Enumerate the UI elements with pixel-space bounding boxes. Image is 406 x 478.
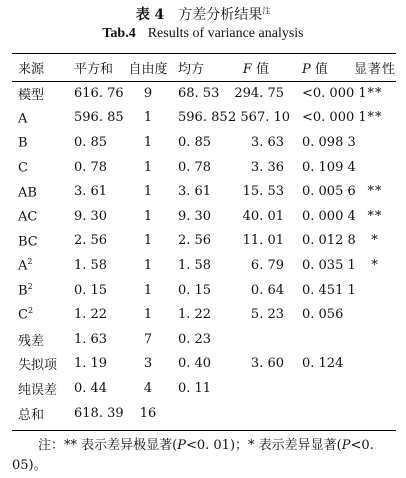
cell-f-value: 0. 64	[250, 282, 284, 298]
cell-f-value: 3. 60	[250, 356, 284, 372]
cell-sum-of-squares: 0. 44	[74, 380, 108, 396]
cell-source: 失拟项	[18, 358, 58, 374]
cell-p-value: 0. 005 6	[302, 184, 356, 200]
header-p-suffix: 值	[314, 62, 328, 77]
cell-f-value: 294. 75	[234, 85, 284, 101]
cell-sum-of-squares: 3. 61	[74, 184, 108, 200]
cell-p-value: 0. 109 4	[302, 159, 356, 175]
table-row	[12, 155, 396, 180]
cell-sum-of-squares: 0. 85	[74, 134, 108, 150]
cell-degrees-of-freedom: 1	[143, 307, 153, 323]
table-row	[12, 401, 396, 426]
cell-degrees-of-freedom: 9	[143, 85, 153, 101]
cell-significance	[354, 376, 396, 401]
cell-significance: *	[371, 257, 379, 273]
note-single-star: *	[248, 438, 255, 453]
cell-source: 总和	[18, 407, 45, 423]
table-title-en: Results of variance analysis	[147, 26, 304, 41]
table-number-en: Tab.4	[102, 26, 136, 41]
cell-source: A	[18, 111, 28, 127]
note-threshold-005: <0. 05)。	[12, 438, 374, 473]
table-number-cn: 表 4	[135, 7, 165, 23]
cell-sum-of-squares: 1. 19	[74, 356, 108, 372]
note-threshold-001: <0. 01)；	[185, 438, 249, 453]
header-sum-of-squares: 平方和	[74, 62, 114, 77]
cell-significance	[354, 401, 396, 426]
note-double-star: **	[64, 438, 78, 453]
cell-sum-of-squares: 9. 30	[74, 208, 108, 224]
caption-note-mark: 注	[262, 6, 271, 16]
cell-sum-of-squares: 2. 56	[74, 233, 108, 249]
cell-mean-square: 68. 53	[178, 85, 220, 101]
header-degrees-of-freedom: 自由度	[128, 62, 168, 77]
cell-significance	[354, 302, 396, 327]
cell-significance	[354, 130, 396, 155]
table-row	[12, 130, 396, 155]
cell-sum-of-squares: 1. 63	[74, 331, 108, 347]
cell-f-value: 2 567. 10	[228, 110, 291, 126]
cell-p-value: 0. 056	[302, 307, 344, 323]
note-text-highly-significant: 表示差异极显著(	[77, 438, 178, 453]
cell-f-value: 3. 63	[250, 134, 284, 150]
cell-source: AB	[18, 184, 37, 200]
header-f-letter: F	[242, 62, 252, 77]
table-title-cn: 方差分析结果	[178, 7, 263, 23]
cell-mean-square: 9. 30	[178, 208, 212, 224]
cell-f-value: 3. 36	[250, 159, 284, 175]
cell-f-value	[228, 376, 288, 401]
table-row	[12, 278, 396, 303]
cell-significance: **	[367, 85, 383, 101]
cell-mean-square: 2. 56	[178, 233, 212, 249]
table-row	[12, 179, 396, 204]
cell-significance	[354, 155, 396, 180]
cell-mean-square: 3. 61	[178, 184, 212, 200]
cell-significance: **	[367, 110, 383, 126]
cell-source: $A^2$	[18, 257, 33, 274]
cell-p-value: 0. 124	[302, 356, 344, 372]
header-f-suffix: 值	[256, 62, 270, 77]
cell-f-value	[228, 327, 288, 352]
cell-degrees-of-freedom: 7	[143, 331, 153, 347]
table-row	[12, 352, 396, 377]
cell-mean-square: 0. 85	[178, 134, 212, 150]
cell-significance: **	[367, 184, 383, 200]
cell-f-value: 15. 53	[242, 184, 284, 200]
cell-degrees-of-freedom: 4	[143, 380, 153, 396]
table-caption-cn	[0, 4, 406, 24]
cell-sum-of-squares: 0. 78	[74, 159, 108, 175]
cell-p-value	[288, 401, 354, 426]
cell-significance	[354, 327, 396, 352]
cell-sum-of-squares: 1. 22	[74, 307, 108, 323]
cell-p-value: 0. 000 4	[302, 208, 356, 224]
table-row	[12, 229, 396, 254]
table-row	[12, 106, 396, 131]
cell-mean-square: 596. 85	[178, 110, 228, 126]
cell-mean-square: 0. 40	[178, 356, 212, 372]
table-row	[12, 302, 396, 327]
cell-degrees-of-freedom: 1	[143, 282, 153, 298]
cell-f-value: 40. 01	[242, 208, 284, 224]
cell-sum-of-squares: 1. 58	[74, 257, 108, 273]
cell-significance: *	[371, 233, 379, 249]
cell-sum-of-squares: 0. 15	[74, 282, 108, 298]
table-bottom-rule	[12, 430, 396, 431]
cell-mean-square: 0. 78	[178, 159, 212, 175]
cell-degrees-of-freedom: 1	[143, 184, 153, 200]
cell-source: 残差	[18, 333, 45, 349]
cell-degrees-of-freedom: 1	[143, 159, 153, 175]
cell-mean-square: 0. 15	[178, 282, 212, 298]
cell-mean-square: 0. 11	[178, 380, 212, 396]
note-p-symbol: P	[177, 438, 186, 453]
cell-sum-of-squares: 616. 76	[74, 85, 124, 101]
cell-source: 纯误差	[18, 382, 58, 398]
cell-degrees-of-freedom: 16	[139, 405, 157, 421]
anova-table	[12, 54, 396, 425]
cell-f-value: 6. 79	[250, 257, 284, 273]
cell-f-value	[228, 401, 288, 426]
cell-mean-square	[172, 401, 228, 426]
cell-f-value: 11. 01	[242, 233, 284, 249]
note-text-significant: 表示差异显著(	[254, 438, 342, 453]
cell-source: $C^2$	[18, 306, 34, 323]
header-f-value	[228, 54, 288, 81]
cell-significance	[354, 352, 396, 377]
cell-p-value	[288, 327, 354, 352]
header-p-letter: P	[302, 62, 311, 77]
cell-significance: **	[367, 208, 383, 224]
table-row	[12, 204, 396, 229]
table-row	[12, 376, 396, 401]
cell-source: BC	[18, 234, 38, 250]
table-header-row	[12, 54, 396, 81]
cell-degrees-of-freedom: 1	[143, 208, 153, 224]
cell-degrees-of-freedom: 3	[143, 356, 153, 372]
cell-source: AC	[18, 209, 38, 225]
cell-p-value: <0. 000 1	[302, 110, 367, 126]
table-footnote	[12, 436, 396, 476]
cell-p-value: 0. 012 8	[302, 233, 356, 249]
cell-source: B	[18, 135, 28, 151]
cell-p-value: 0. 035 1	[302, 257, 356, 273]
cell-sum-of-squares: 618. 39	[74, 405, 124, 421]
cell-mean-square: 0. 23	[178, 331, 212, 347]
cell-degrees-of-freedom: 1	[143, 110, 153, 126]
note-p-symbol: P	[341, 438, 351, 453]
cell-sum-of-squares: 596. 85	[74, 110, 124, 126]
cell-degrees-of-freedom: 1	[143, 257, 153, 273]
cell-p-value	[288, 376, 354, 401]
table-row	[12, 81, 396, 106]
table-row	[12, 327, 396, 352]
header-source: 来源	[18, 62, 45, 77]
cell-significance	[354, 278, 396, 303]
cell-p-value: <0. 000 1	[302, 85, 367, 101]
cell-source: C	[18, 160, 28, 176]
table-caption-en	[0, 26, 406, 42]
cell-p-value: 0. 451 1	[302, 282, 356, 298]
cell-source: $B^2$	[18, 281, 33, 299]
table-row	[12, 253, 396, 278]
cell-p-value: 0. 098 3	[302, 134, 356, 150]
cell-mean-square: 1. 58	[178, 257, 212, 273]
cell-source: 模型	[18, 87, 45, 103]
cell-f-value: 5. 23	[250, 307, 284, 323]
cell-degrees-of-freedom: 1	[143, 134, 153, 150]
cell-degrees-of-freedom: 1	[143, 233, 153, 249]
header-p-value	[288, 54, 354, 81]
cell-mean-square: 1. 22	[178, 307, 212, 323]
note-prefix: 注：	[38, 438, 65, 453]
header-significance: 显著性	[354, 62, 397, 77]
header-mean-square: 均方	[178, 62, 205, 77]
